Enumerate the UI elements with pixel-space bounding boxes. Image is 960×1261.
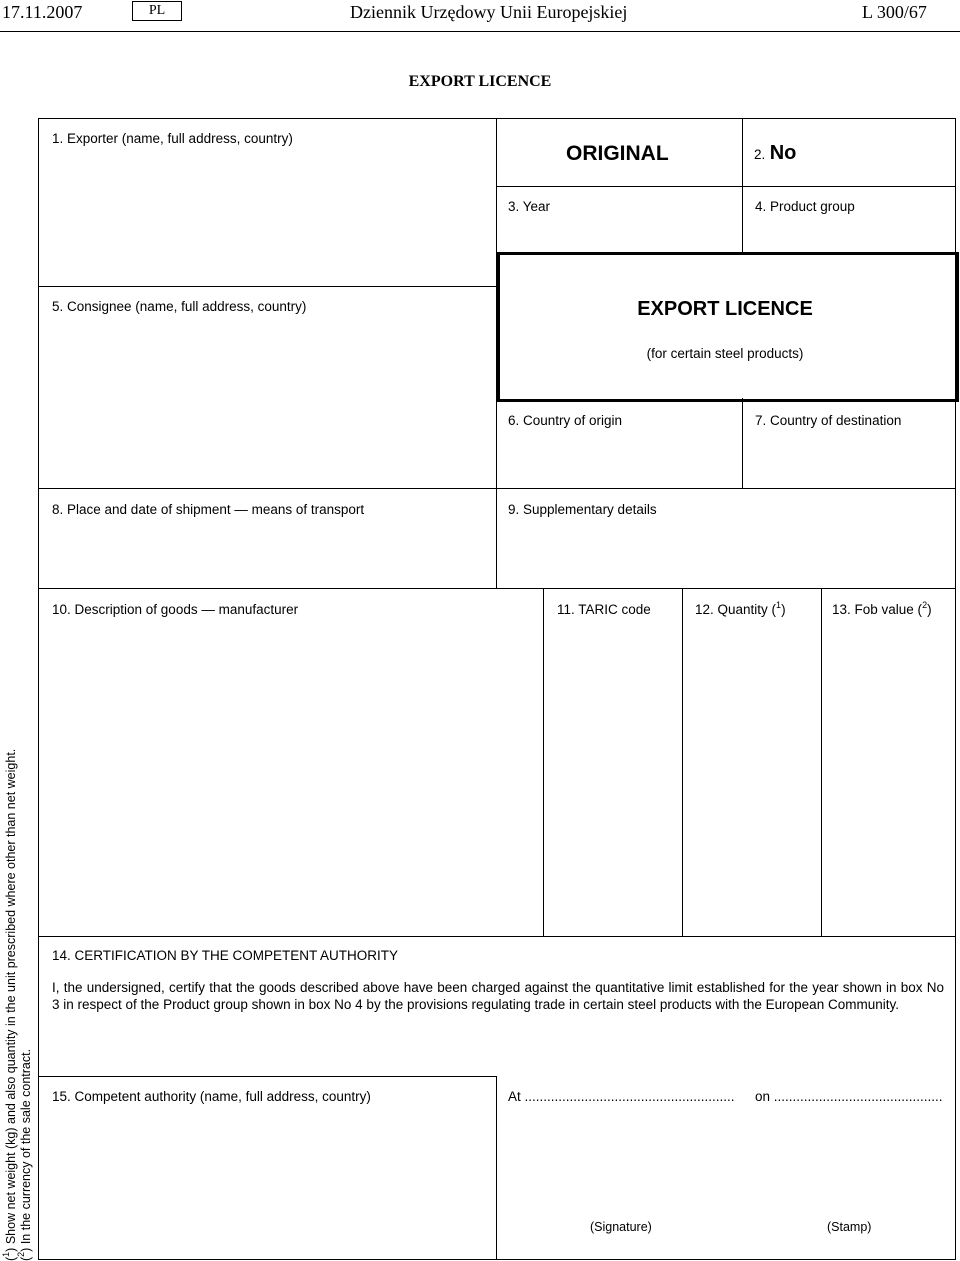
box9-supplementary-label: 9. Supplementary details bbox=[508, 502, 657, 517]
box15-authority-label: 15. Competent authority (name, full address, country) bbox=[52, 1089, 371, 1104]
box5-consignee-label: 5. Consignee (name, full address, country) bbox=[52, 299, 307, 314]
page-number: L 300/67 bbox=[862, 2, 927, 22]
box2-number bbox=[754, 142, 796, 165]
document-title: EXPORT LICENCE bbox=[408, 73, 552, 90]
divider-box15 bbox=[496, 1076, 497, 1260]
frame-top bbox=[38, 118, 956, 119]
box12-quantity-label: 12. Quantity ($^1$) bbox=[695, 599, 786, 617]
box12-footnote-ref: 1 bbox=[776, 599, 782, 610]
on-date-field: on ............................................. bbox=[755, 1089, 943, 1104]
divider-row8 bbox=[38, 488, 956, 489]
divider-col-qty bbox=[682, 588, 683, 936]
header-date: 17.11.2007 bbox=[2, 2, 83, 22]
journal-title: Dziennik Urzędowy Unii Europejskiej bbox=[350, 2, 628, 22]
footnote-1: ($^1$) Show net weight (kg) and also quantity in the unit prescribed where other than net weight. bbox=[0, 748, 18, 1261]
divider-col-taric bbox=[543, 588, 544, 936]
divider-row10 bbox=[38, 588, 956, 589]
divider-box1-box5 bbox=[38, 286, 497, 287]
licence-title-box bbox=[497, 252, 959, 402]
header-rule bbox=[0, 31, 960, 32]
box6-origin-label: 6. Country of origin bbox=[508, 413, 623, 428]
frame-bottom bbox=[38, 1259, 956, 1260]
divider-orig-no bbox=[742, 118, 743, 252]
licence-subtitle: (for certain steel products) bbox=[646, 346, 804, 361]
frame-left bbox=[38, 118, 39, 1260]
licence-title: EXPORT LICENCE bbox=[637, 298, 813, 320]
box4-product-group-label: 4. Product group bbox=[755, 199, 855, 214]
box3-year-label: 3. Year bbox=[508, 199, 551, 214]
divider-row14 bbox=[38, 936, 956, 937]
stamp-label: (Stamp) bbox=[827, 1220, 872, 1234]
box14-certification-label: 14. CERTIFICATION BY THE COMPETENT AUTHORITY bbox=[52, 948, 399, 963]
box8-shipment-label: 8. Place and date of shipment — means of transport bbox=[52, 502, 365, 517]
original-label: ORIGINAL bbox=[566, 142, 669, 165]
box13-fob-label: 13. Fob value ($^2$) bbox=[832, 599, 932, 617]
divider-col-fob bbox=[821, 588, 822, 936]
language-badge: PL bbox=[132, 1, 182, 21]
at-place-field: At ........................................................ bbox=[508, 1089, 735, 1104]
certification-text: I, the undersigned, certify that the goods described above have been charged against the quantitative limit established for the year shown in box No 3 in respect of the Product group shown in box No 4 by the provisions regulating trade in certain steel products with the European Community. bbox=[52, 980, 944, 1012]
box7-destination-label: 7. Country of destination bbox=[755, 413, 902, 428]
box10-description-label: 10. Description of goods — manufacturer bbox=[52, 602, 299, 617]
box11-taric-label: 11. TARIC code bbox=[557, 602, 651, 617]
divider-row15 bbox=[38, 1076, 497, 1077]
box2-prefix: 2. bbox=[754, 147, 766, 162]
signature-label: (Signature) bbox=[590, 1220, 652, 1234]
footnote-2: ($^2$) In the currency of the sale contract. bbox=[15, 1048, 33, 1261]
divider-row-year bbox=[496, 186, 956, 187]
box1-exporter-label: 1. Exporter (name, full address, country) bbox=[52, 131, 293, 146]
footnotes bbox=[0, 748, 34, 1261]
box13-footnote-ref: 2 bbox=[922, 599, 928, 610]
box2-label: No bbox=[769, 142, 797, 164]
divider-origin-dest bbox=[742, 398, 743, 488]
